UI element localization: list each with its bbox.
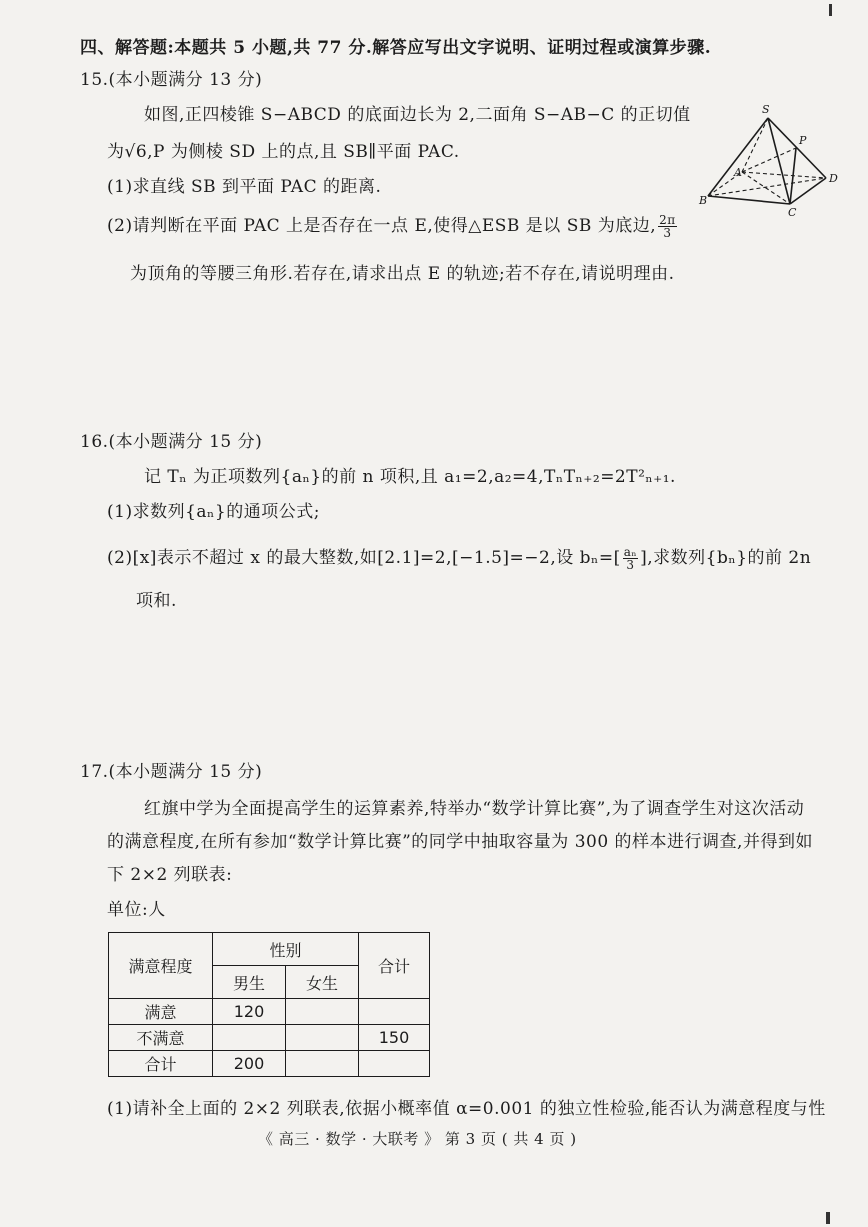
cell-total: [359, 1051, 430, 1077]
cell-female: [286, 999, 359, 1025]
fraction-denominator: 3: [626, 558, 635, 572]
q15-part2-line1: [107, 214, 679, 239]
q16-part2-text-pre: (2)[x]表示不超过 x 的最大整数,如[2.1]=2,[−1.5]=−2,设 bₙ=[: [107, 548, 621, 568]
page-footer: 《 高三 · 数学 · 大联考 》 第 3 页 ( 共 4 页 ): [258, 1130, 577, 1148]
scan-mark: [826, 1212, 830, 1224]
q17-stem-line2: 的满意程度,在所有参加“数学计算比赛”的同学中抽取容量为 300 的样本进行调查,并得到如: [107, 832, 813, 852]
q16-part2-line1: [107, 546, 811, 571]
q16-part1: (1)求数列{aₙ}的通项公式;: [107, 502, 320, 522]
cell-female: [286, 1051, 359, 1077]
cell-male: 120: [213, 999, 286, 1025]
label-C: C: [788, 206, 797, 218]
q15-header: 15.(本小题满分 13 分): [80, 70, 263, 90]
fraction-numerator: aₙ: [623, 545, 638, 559]
row-label: 不满意: [109, 1025, 213, 1051]
cell-total: [359, 999, 430, 1025]
table-row: [109, 1051, 430, 1077]
q17-stem-line3: 下 2×2 列联表:: [107, 865, 233, 885]
cell-male: 200: [213, 1051, 286, 1077]
label-A: A: [734, 166, 742, 179]
header-gender: 性别: [213, 933, 359, 966]
section-heading: 四、解答题:本题共 5 小题,共 77 分.解答应写出文字说明、证明过程或演算步骤.: [80, 38, 712, 58]
q15-part1: (1)求直线 SB 到平面 PAC 的距离.: [107, 177, 382, 197]
q16-part2-line2: 项和.: [136, 591, 177, 611]
q15-stem-line2: 为√6,P 为侧棱 SD 上的点,且 SB∥平面 PAC.: [107, 142, 460, 162]
cell-total: 150: [359, 1025, 430, 1051]
q17-unit: 单位:人: [107, 900, 166, 920]
q15-stem-line1: 如图,正四棱锥 S−ABCD 的底面边长为 2,二面角 S−AB−C 的正切值: [144, 105, 691, 125]
q17-stem-line1: 红旗中学为全面提高学生的运算素养,特举办“数学计算比赛”,为了调查学生对这次活动: [144, 799, 805, 819]
row-label: 合计: [109, 1051, 213, 1077]
header-female: 女生: [286, 966, 359, 999]
header-satisfaction: 满意程度: [109, 933, 213, 999]
q16-header: 16.(本小题满分 15 分): [80, 432, 263, 452]
table-row: [109, 1025, 430, 1051]
row-label: 满意: [109, 999, 213, 1025]
q15-part2-fraction: [658, 214, 677, 239]
label-D: D: [829, 172, 838, 185]
pyramid-figure: [698, 100, 848, 218]
q17-header: 17.(本小题满分 15 分): [80, 762, 263, 782]
header-total: 合计: [359, 933, 430, 999]
q15-part2-line2: 为顶角的等腰三角形.若存在,请求出点 E 的轨迹;若不存在,请说明理由.: [130, 264, 675, 284]
cell-male: [213, 1025, 286, 1051]
q16-part2-fraction: [623, 546, 638, 571]
contingency-table: [108, 932, 430, 1077]
scan-mark: [829, 4, 832, 16]
fraction-denominator: 3: [663, 226, 672, 240]
q16-part2-text-post: ],求数列{bₙ}的前 2n: [640, 548, 812, 568]
label-S: S: [762, 103, 770, 116]
q17-part1: (1)请补全上面的 2×2 列联表,依据小概率值 α=0.001 的独立性检验,能否认为满意程度与性: [107, 1099, 826, 1119]
header-male: 男生: [213, 966, 286, 999]
cell-female: [286, 1025, 359, 1051]
fraction-numerator: 2π: [659, 213, 676, 227]
label-B: B: [699, 194, 708, 207]
q15-part2-text: (2)请判断在平面 PAC 上是否存在一点 E,使得△ESB 是以 SB 为底边,: [107, 216, 657, 236]
label-P: P: [799, 134, 807, 147]
table-row: [109, 999, 430, 1025]
q16-stem: 记 Tₙ 为正项数列{aₙ}的前 n 项积,且 a₁=2,a₂=4,TₙTₙ₊₂=2T²ₙ₊₁.: [144, 467, 676, 487]
